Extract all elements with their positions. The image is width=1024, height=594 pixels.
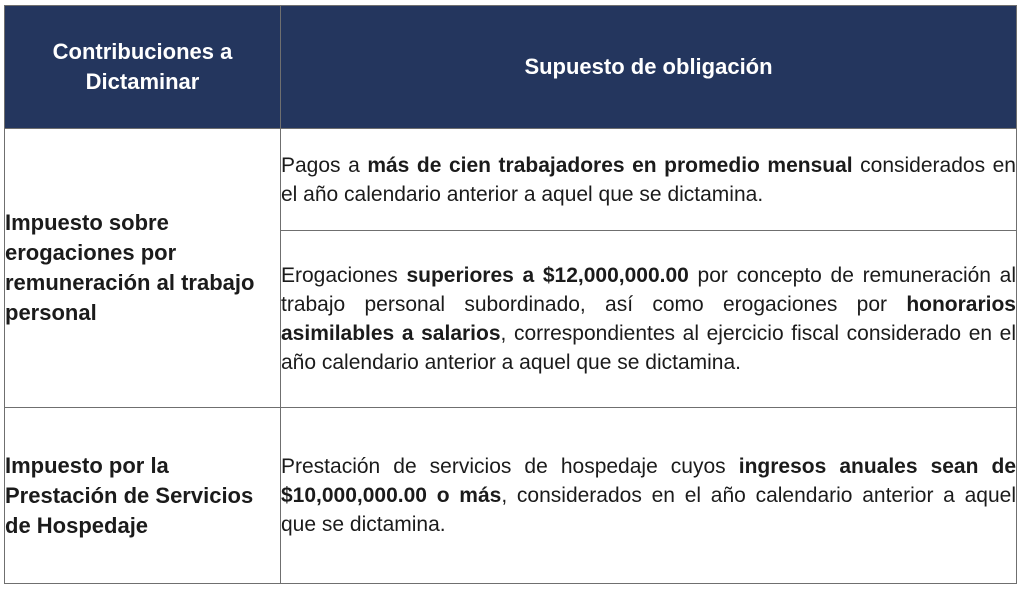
desc-text: Erogaciones: [281, 264, 407, 287]
table-row: [5, 408, 1017, 584]
desc-text: , considerados en el año calendario anterior a aquel que se dictamina.: [281, 484, 1016, 536]
row-label-hospedaje: Impuesto por la Prestación de Servicios de Hospedaje: [5, 408, 281, 584]
desc-bold: superiores a $12,000,000.00: [406, 264, 689, 287]
table-header-row: [5, 6, 1017, 129]
obligations-table: [4, 5, 1017, 584]
desc-bold: ingresos anuales sean de $10,000,000.00 o más: [281, 455, 1017, 507]
desc-bold: honorarios asimilables a salarios: [281, 293, 1016, 345]
desc-text: , correspondientes al ejercicio fiscal considerado en el año calendario anterior a aquel que se dictamina.: [281, 322, 1017, 374]
desc-text: Prestación de servicios de hospedaje cuyos: [281, 455, 739, 478]
desc-bold: más de cien trabajadores en promedio mensual: [367, 153, 853, 177]
desc-text: Pagos a: [281, 153, 368, 177]
row-description: [281, 408, 1017, 584]
row-description: [281, 129, 1017, 231]
header-contribuciones: Contribuciones a Dictaminar: [5, 6, 281, 129]
desc-text: por concepto de remuneración al trabajo personal subordinado, así como erogaciones por: [281, 264, 1017, 316]
desc-text: considerados en el año calendario anterior a aquel que se dictamina.: [281, 153, 1016, 206]
row-description: [281, 231, 1017, 408]
table-row: [5, 129, 1017, 231]
header-supuesto: Supuesto de obligación: [281, 6, 1017, 129]
row-label-erogaciones: Impuesto sobre erogaciones por remuneración al trabajo personal: [5, 129, 281, 408]
